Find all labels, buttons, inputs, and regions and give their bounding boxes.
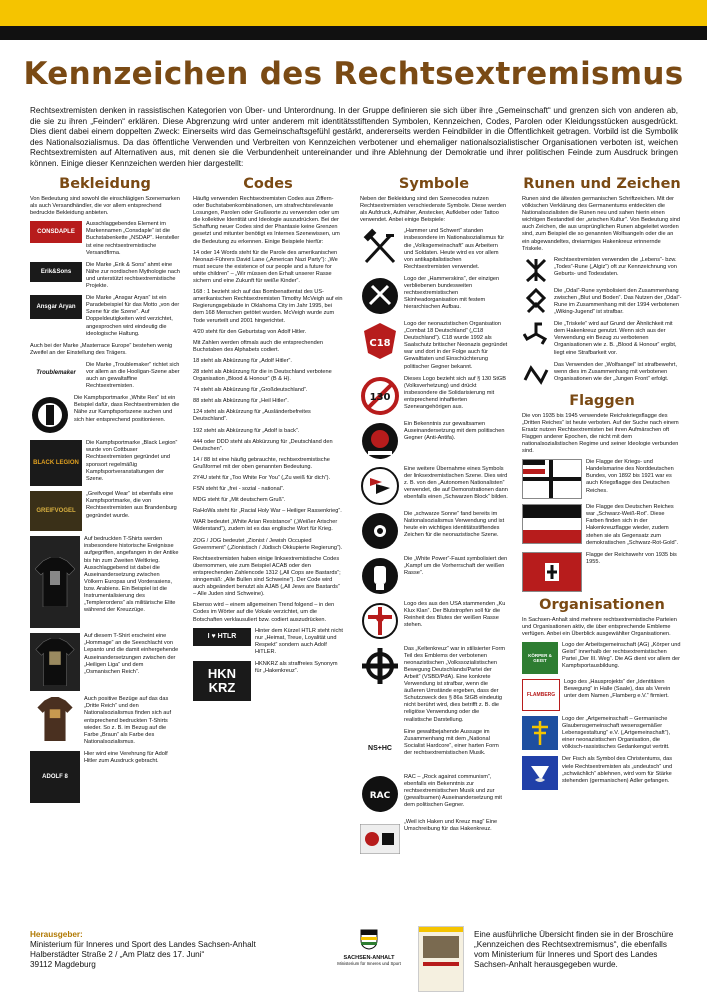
consdaple-logo: CONSDAPLE: [30, 221, 82, 243]
hakenkreuz-mag-icon: [360, 819, 400, 859]
state-logo: [336, 928, 402, 966]
organisation-item: Logo des „Hausprojekts“ der „Identitären Bewegung“ in Halle (Saale), das als Verein unter dem Namen „Flamberg e.V.“ firmiert.: [564, 679, 671, 700]
black-sun-icon: [360, 511, 400, 551]
symbol-item: Die „White Power“-Faust symbolisiert den „Kampf um die Vorherrschaft der weißen Rasse“.: [404, 555, 508, 576]
bekleidung-item: Die Kampfsportmarke „White Rex“ ist ein Beispiel dafür, dass Rechtsextremisten die Nähe zur Kampfsportszene suchen und sich hier entsprechend positionieren.: [74, 395, 180, 423]
runen-intro: Runen sind die ältesten germanischen Schriftzeichen. Mit der völkischen Verklärung des Germanentums entdeckten die Nationalsozialisten die Runen neu und sahen hierin einen wichtigen Bestandteil der „arischen Kultur“. Von Bedeutung sind auch Zeichen, die aus ursprünglichen Runen abgeleitet worden sind, zum Beispiel die so genannten Wolfsangeln oder die an ein abgewandeltes, dreiarmiges Hakenkreuz erinnernde Triskele.: [522, 196, 680, 252]
bekleidung-item: Auch bei der Marke „Masterrace Europe“ bestehen wenig Zweifel an der Einstellung des Trägers.: [30, 342, 173, 356]
section-codes: [193, 176, 343, 706]
code-item: 168 : 1 bezieht sich auf das Bombenattentat des US-amerikanischen Rechtsextremisten Timothy McVeigh auf ein Regierungsgebäude in Oklahoma City im Jahr 1995, bei dem 168 Menschen getötet wurden. McVeigh wurde zum Tode verurteilt und 2001 hingerichtet.: [193, 289, 343, 324]
hknkrz-badge: HKN KRZ: [193, 661, 251, 701]
svg-text:130: 130: [369, 391, 391, 403]
kriegsflagge-norddeutscher-bund: [522, 459, 582, 499]
publisher-line1: Ministerium für Inneres und Sport des Landes Sachsen-Anhalt: [30, 940, 256, 949]
state-logo-name: SACHSEN-ANHALT: [343, 955, 395, 961]
black-legion-logo: BLACK LEGION: [30, 440, 82, 486]
symbol-item: „Weil ich Haken und Kreuz mag“ Eine Umschreibung für das Hakenkreuz.: [404, 818, 498, 832]
greifvogel-logo: GREIFVOGEL: [30, 491, 82, 531]
tshirt-lepanto-image: [30, 633, 80, 691]
rune-item: Die „Odal“-Rune symbolisiert den Zusammenhang zwischen „Blut und Boden“. Das Nutzen der „Odal“-Rune im Zusammenhang mit der 1994 verbotenen „Wiking-Jugend“ ist strafbar.: [554, 287, 682, 316]
rac-icon: [360, 774, 400, 814]
publisher-label: Herausgeber:: [30, 930, 83, 939]
footer: [0, 926, 707, 997]
code-item: ZOG / JOG bedeutet „Zionist / Jewish Occupied Government“ („Zionistisch / Jüdisch Okkupierte Regierung“).: [193, 537, 343, 551]
lebensrune-icon: [522, 257, 550, 283]
section-bekleidung: [30, 176, 180, 808]
state-logo-sub: Ministerium für Inneres und Sport: [337, 961, 401, 966]
code-item: 2Y4U steht für „Too White For You“ („Zu weiß für dich“).: [193, 475, 331, 481]
bekleidung-item: Ausschlaggebendes Element im Markennamen „Consdaple“ ist die Buchstabenkette „NSDAP“. Hersteller ist eine rechtsextremistische Versandfirma.: [86, 221, 180, 256]
white-power-fist-icon: [360, 556, 400, 596]
antifa-flags-icon: [360, 466, 400, 506]
code-item: Ebenso wird – einem allgemeinen Trend folgend – in den Codes im Wörter auf die Vokale verzichtet, um die Botschaften verklausuliert bzw. codiert auszudrücken.: [193, 602, 335, 623]
code-item: 4/20 steht für den Geburtstag von Adolf Hitler.: [193, 328, 307, 335]
heading-flaggen: Flaggen: [569, 392, 635, 409]
bekleidung-item: Hier wird eine Verehrung für Adolf Hitler zum Ausdruck gebracht.: [84, 750, 168, 764]
artgemeinschaft-logo: [522, 716, 558, 750]
nshc-icon: NS+HC: [368, 745, 392, 753]
intro-text: Rechtsextremisten denken in rassistischen Kategorien von Über- und Unterordnung. In der Gruppe definieren sie sich über ihre „Gemeinschaft“ und grenzen sich von anderen ab, die sie zu ihren „Feinden“ erklären. Diese Abgrenzung wird unter anderem mit identitätsstiftenden Symbolen, Kennzeichen, Codes, Parolen oder Kleidungsstücken ausgedrückt. Dies dient dabei einem doppelten Zweck: Einerseits wird das Gemeinschaftsgefühl gestärkt, andererseits werden Feindbilder in die Öffentlichkeit getragen. Vorbild ist die Symbolik des Nationalsozialismus. Da das öffentliche Verwenden und Verbreiten von Kennzeichen verbotener und ehemaliger nationalsozialistischer Organisationen verboten ist, weichen Rechtsextremisten auf Alternativen aus, mit denen sie die Verbundenheit untereinander und ihre Ablehnung der Demokratie und ihrer politischen Feinde zum Ausdruck bringen können. Einige dieser Kennzeichen werden hier dargestellt:: [30, 106, 678, 169]
symbol-item: Das „Keltenkreuz“ war in stilisierter Form Teil des Emblems der verbotenen neonazistischen „Volkssozialistischen Bewegung Deutschlands/Partei der Arbeit“ (VSBD/PdA). Eine konkrete Verwendung ist strafbar, wenn die äußeren Umstände ergeben, dass der Schutzzweck des § 86a StGB eindeutig nicht berührt wird, dies betrifft z. B. die religiöse Verwendung oder die realistische Darstellung.: [404, 645, 506, 723]
bekleidung-item: Auf diesem T-Shirt erscheint eine „Hommage“ an die Seeschlacht von Lepanto und die damit einhergehende Auseinandersetzungen zwischen der „Heiligen Liga“ und dem „Osmanischen Reich“.: [84, 633, 179, 675]
symbol-item: Logo der „Hammerskins“, der einzigen verbliebenen bundesweiten rechtsextremistischen Skinheadorganisation mit festem hierarchischen Aufbau.: [404, 275, 500, 311]
anti-antifa-icon: [360, 421, 400, 461]
htlr-text: Hinter dem Kürzel HTLR steht nicht nur „Heimat, Treue, Loyalität und Respekt“ sondern auch Adolf HiTLER.: [255, 627, 343, 655]
organisation-item: Der Fisch als Symbol des Christentums, das viele Rechtsextremisten als „undeutsch“ und „schwächlich“ ablehnen, wird vom für Stärke stehenden (germanischen) Adler gefangen.: [562, 756, 673, 784]
rune-item: Das Verwenden der „Wolfsangel“ ist strafbewehrt, wenn dies im Zusammenhang mit verbotenen Organisationen wie der „Jungen Front“ erfolgt.: [554, 361, 678, 382]
koerper-geist-logo: KÖRPER & GEIST: [522, 642, 558, 674]
white-rex-logo: [30, 395, 70, 435]
code-item: 14 oder 14 Words steht für die Parole des amerikanischen Neonazi-Führers David Lane („American Nazi Party“): „We must secure the existence of our people and a future for white children“ – „Wir müssen den Erhalt unserer Rasse sichern und eine Zukunft für weiße Kinder“.: [193, 249, 338, 285]
code-item: 124 steht als Abkürzung für „Ausländerbefreites Deutschland“.: [193, 409, 311, 423]
flag-item: Flagge der Reichswehr von 1935 bis 1955.: [586, 551, 677, 565]
bekleidung-item: „Greifvogel Wear“ ist ebenfalls eine Kampfsportmarke, die von Rechtsextremisten aus Brandenburg gegründet wurde.: [86, 491, 177, 519]
reichswehr-flag: [522, 552, 582, 592]
flag-item: Die Flagge des Deutschen Reiches war „Schwarz-Weiß-Rot“. Diese Farben finden sich in der Hakenkreuzflagge wieder, zudem stehen sie als Gegensatz zum demokratischen „Schwarz-Rot-Gold“.: [586, 504, 679, 546]
wolfsangel-icon: [522, 362, 550, 388]
heading-bekleidung: Bekleidung: [59, 176, 151, 192]
organisation-item: Logo der „Artgemeinschaft – Germanische Glaubensgemeinschaft wesensgemäßer Lebensgestaltung“ e.V. („Artgemeinschaft“), einer neonazistischen Organisation, die völkisch-rassistisches Gedankengut vertritt.: [562, 716, 670, 751]
tshirt-templer-image: [30, 536, 80, 628]
celtic-cross-icon: [360, 646, 400, 686]
organisationen-intro: In Sachsen-Anhalt sind mehrere rechtsextremistische Parteien und Organisationen aktiv, die über entsprechende Embleme verfügen. Anbei ein Überblick ausgewählter Organisationen.: [522, 616, 677, 637]
hammerskins-icon: [360, 276, 400, 316]
publisher-block: [30, 930, 256, 970]
troublemaker-logo: Troublemaker: [30, 362, 82, 384]
bekleidung-intro: Von Bedeutung sind sowohl die einschlägigen Szenemarken als auch Versandhändler, die vor allem entsprechend bedruckte Bekleidung anbieten.: [30, 196, 180, 217]
heading-organisationen: Organisationen: [539, 596, 665, 613]
symbol-item: „Hammer und Schwert“ standen insbesondere im Nationalsozialismus für die „Volksgemeinschaft“ aus Arbeitern und Soldaten. Heute wird es vor allem von antikapitalistischen Rechtsextremisten verwendet.: [404, 228, 505, 270]
schwarz-weiss-rot-flag: [522, 504, 582, 544]
adler-fisch-logo: [522, 756, 558, 790]
brochure-note: Eine ausführliche Übersicht finden sie in der Broschüre „Kennzeichen des Rechtsextremismus“, die ebenfalls vom Ministerium für Inneres und Sport des Landes Sachsen-Anhalt herausgegeben wurde.: [474, 930, 674, 969]
code-item: WAR bedeutet „White Arian Resistance“ („Weißer Arischer Widerstand“), zudem ist es das englische Wort für Krieg.: [193, 519, 338, 533]
code-item: 18 steht als Abkürzung für „Adolf Hitler“.: [193, 357, 292, 364]
svg-text:RAC: RAC: [369, 790, 391, 801]
symbol-item: Die „schwarze Sonne“ fand bereits im Nationalsozialismus Verwendung und ist heute ein wichtiges identitätsstiftendes Zeichen für die neonazistische Szene.: [404, 510, 505, 538]
code-item: 88 steht als Abkürzung für „Heil Hitler“.: [193, 398, 289, 405]
htlr-badge: I ♥ HTLR: [193, 628, 251, 646]
brochure-cover-image: [418, 926, 464, 992]
heading-symbole: Symbole: [398, 176, 470, 192]
bekleidung-item: Die Marke „Ansgar Aryan“ ist ein Paradebeispiel für das Motto „von der Szene für die Szene“. Auf Doppeldeutigkeiten wird verzichtet, angesprochen wird eindeutig die ideologische Haltung.: [86, 295, 180, 337]
code-item: 28 steht als Abkürzung für die in Deutschland verbotene Organisation „Blood & Honour“ (B & H).: [193, 368, 332, 383]
hammer-sword-icon: [360, 228, 400, 268]
bekleidung-item: Die Marke „Troublemaker“ richtet sich vor allem an die Hooligan-Szene aber auch an gewaltaffine Rechtsextremisten.: [86, 361, 180, 390]
rune-item: Die „Triskele“ wird auf Grund der Ähnlichkeit mit dem Hakenkreuz genutzt. Wenn sich aus der Verwendung ein Bezug zu verbotenen Organisationen wie z. B. „Blood & Honour“ ergibt, liegt eine Strafbarkeit vor.: [554, 321, 677, 356]
flamberg-logo: FLAMBERG: [522, 679, 560, 711]
symbol-item: Logo des aus den USA stammenden „Ku Klux Klan“. Der Blutstropfen soll für die Reinheit des Blutes der weißen Rasse stehen.: [404, 600, 506, 628]
svg-text:C18: C18: [369, 337, 391, 349]
hknkrz-text: HKNKRZ als straffreies Synonym für „Hakenkreuz“.: [255, 660, 338, 675]
section-runen: [522, 176, 682, 795]
combat18-icon: [360, 321, 400, 361]
tshirt-braun-image: [30, 696, 80, 742]
section-symbole: [360, 176, 508, 864]
symbol-item: Ein Bekenntnis zur gewaltsamen Auseinandersetzung mit dem politischen Gegner (Anti-Antifa).: [404, 420, 505, 441]
codes-intro: Häufig verwenden Rechtsextremisten Codes aus Ziffern- oder Buchstabenkombinationen, um strafrechtsrelevante Losungen, Parolen oder Grußworte zu verwenden oder um die kollektive Identität und Ideologie auszudrücken. Bei der Schaffung neuer Codes sind der Phantasie keine Grenzen gesetzt und mitunter benötigt es Internes Szenewissen, um die Bedeutung zu erkennen. Einige Beispiele hierfür:: [193, 196, 340, 245]
code-item: 14 / 88 ist eine häufig gebrauchte, rechtsextremistische Grußformel mit der oben genannten Bedeutung.: [193, 456, 330, 470]
bekleidung-item: Die Marke „Erik & Sons“ ahmt eine Nähe zur nordischen Mythologie nach und unterstützt rechtsextremistische Projekte.: [86, 261, 180, 290]
code-item: 74 steht als Abkürzung für „Großdeutschland“.: [193, 387, 308, 394]
triskele-icon: [522, 321, 550, 347]
heading-runen: Runen und Zeichen: [523, 176, 681, 192]
odal-rune-icon: [522, 288, 550, 314]
symbol-item: Dieses Logo bezieht sich auf § 130 StGB (Volksverhetzung) und drückt insbesondere die Solidarisierung mit entsprechend inhaftierten Szeneangehörigen aus.: [404, 375, 506, 410]
symbol-item: Logo der neonazistischen Organisation „Combat 18 Deutschland“ („C18 Deutschland“). C18 wurde 1992 als Saalschutz britischer Neonazis gegründet war und dort in der Folge auch für Gewalttaten und Einschüchterung politischer Gegner bekannt.: [404, 320, 508, 370]
code-item: Mit Zahlen werden oftmals auch die entsprechenden Buchstaben des Alphabets codiert.: [193, 339, 323, 353]
code-item: MDG steht für „Mit deutschem Gruß“.: [193, 497, 286, 504]
bekleidung-item: Die Kampfsportmarke „Black Legion“ wurde von Cottbuser Rechtsextremisten gegründet und sponsort regelmäßig Kampfsportveranstaltungen der Szene.: [86, 440, 178, 482]
ansgar-aryan-logo: Ansgar Aryan: [30, 295, 82, 319]
code-item: 192 steht als Abkürzung für „Adolf is back“.: [193, 427, 300, 434]
kkk-icon: [360, 601, 400, 641]
heading-codes: Codes: [243, 176, 293, 192]
top-color-bar: [0, 0, 707, 46]
page-title: Kennzeichen des Rechtsextremismus: [23, 56, 684, 92]
symbol-item: RAC – „Rock against communism“, ebenfalls ein Bekenntnis zur rechtsextremistischen Musik und zur (gewaltsamen) Auseinandersetzung mit dem politischen Gegner.: [404, 773, 502, 808]
code-item: FSN steht für „frei - sozial - national“.: [193, 486, 285, 493]
organisation-item: Logo der Arbeitsgemeinschaft (AG) „Körper und Geist“ innerhalb der rechtsextremistischen Partei „Der III. Weg“. Die AG dient vor allem der Kampfsportausbildung.: [562, 642, 681, 670]
symbol-item: Eine weitere Übernahme eines Symbols der linksextremistischen Szene. Dies wird z. B. von den „Autonomen Nationalisten“ verwendet, die auf Demonstrationen dann ebenfalls einen „Schwarzen Block“ bilden.: [404, 465, 508, 500]
code-item: 444 oder DDD steht als Abkürzung für „Deutschland den Deutschen“.: [193, 438, 333, 452]
publisher-line2: Halberstädter Straße 2 / „Am Platz des 17. Juni“: [30, 950, 205, 959]
code-item: Rechtsextremisten haben einige linksextremistische Codes übernommen, wie zum Beispiel ACAB oder den entsprechenden Zahlencode 1312 („All Cops are Bastards“; sinngemäß: „Alle Bullen sind Schweine“). Der Code wird auch abgeändert benutzt als AJAB („All Jews are Bastards“ – Alle Juden sind Schweine).: [193, 555, 341, 598]
publisher-line3: 39112 Magdeburg: [30, 960, 96, 969]
adolf-8-shirt: ADOLF 8: [30, 751, 80, 803]
code-item: RaHoWa steht für „Racial Holy War – Heiliger Rassenkrieg“.: [193, 508, 342, 515]
erik-sons-logo: Erik&Sons: [30, 262, 82, 282]
flaggen-intro: Die von 1935 bis 1945 verwendete Reichskriegsflagge des „Dritten Reiches“ ist heute verboten. Auf der Suche nach einem Ersatz nutzen Rechtsextremisten bei ihren Aufmärschen oft Flaggen anderer Epochen, die nicht mit dem nationalsozialistischen Regime und seiner Ideologie verbunden sind.: [522, 412, 679, 455]
rune-item: Rechtsextremisten verwenden die „Lebens“- bzw. „Todes“-Rune („Algiz“) oft zur Kennzeichnung von Geburts- und Todesdaten.: [554, 256, 677, 277]
bekleidung-item: Auch positive Bezüge auf das das „Dritte Reich“ und den Nationalsozialismus finden sich auf entsprechend bedruckten T-Shirts wieder. So z. B. im Bezug auf die Farbe „Braun“ als Farbe des Nationalsozialismus.: [84, 696, 172, 745]
symbol-item: Eine gewaltbejahende Aussage im Zusammenhang mit dem „National Socialist Hardcore“, einer harten Form der rechtsextremistischen Musik.: [404, 728, 499, 756]
flag-item: Die Flagge der Kriegs- und Handelsmarine des Norddeutschen Bundes, von 1892 bis 1921 war es auch Kriegsflagge des Deutschen Reiches.: [586, 459, 674, 494]
bekleidung-item: Auf bedruckten T-Shirts werden insbesondere historische Ereignisse aufgegriffen, angefangen in der Antike bis hin zum Zweiten Weltkrieg. Ausschlaggebend ist dabei die Auseinandersetzung zwischen Völkern Europas und Vorderasiens, bzw. Arabiens. Ein Beispiel ist die Instrumentalisierung des „Templerordens“ als militärische Elite während der Kreuzzüge.: [84, 536, 179, 614]
paragraph-130-icon: [360, 376, 400, 416]
symbole-intro: Neben der Bekleidung sind den Szenecodes nutzen Rechtsextremisten verschiedenste Symbole. Diese werden als Aufdruck, Aufnäher, Anstecker, Aufkleber oder Tattoo verwendet. Anbei einige Beispiele:: [360, 196, 507, 224]
